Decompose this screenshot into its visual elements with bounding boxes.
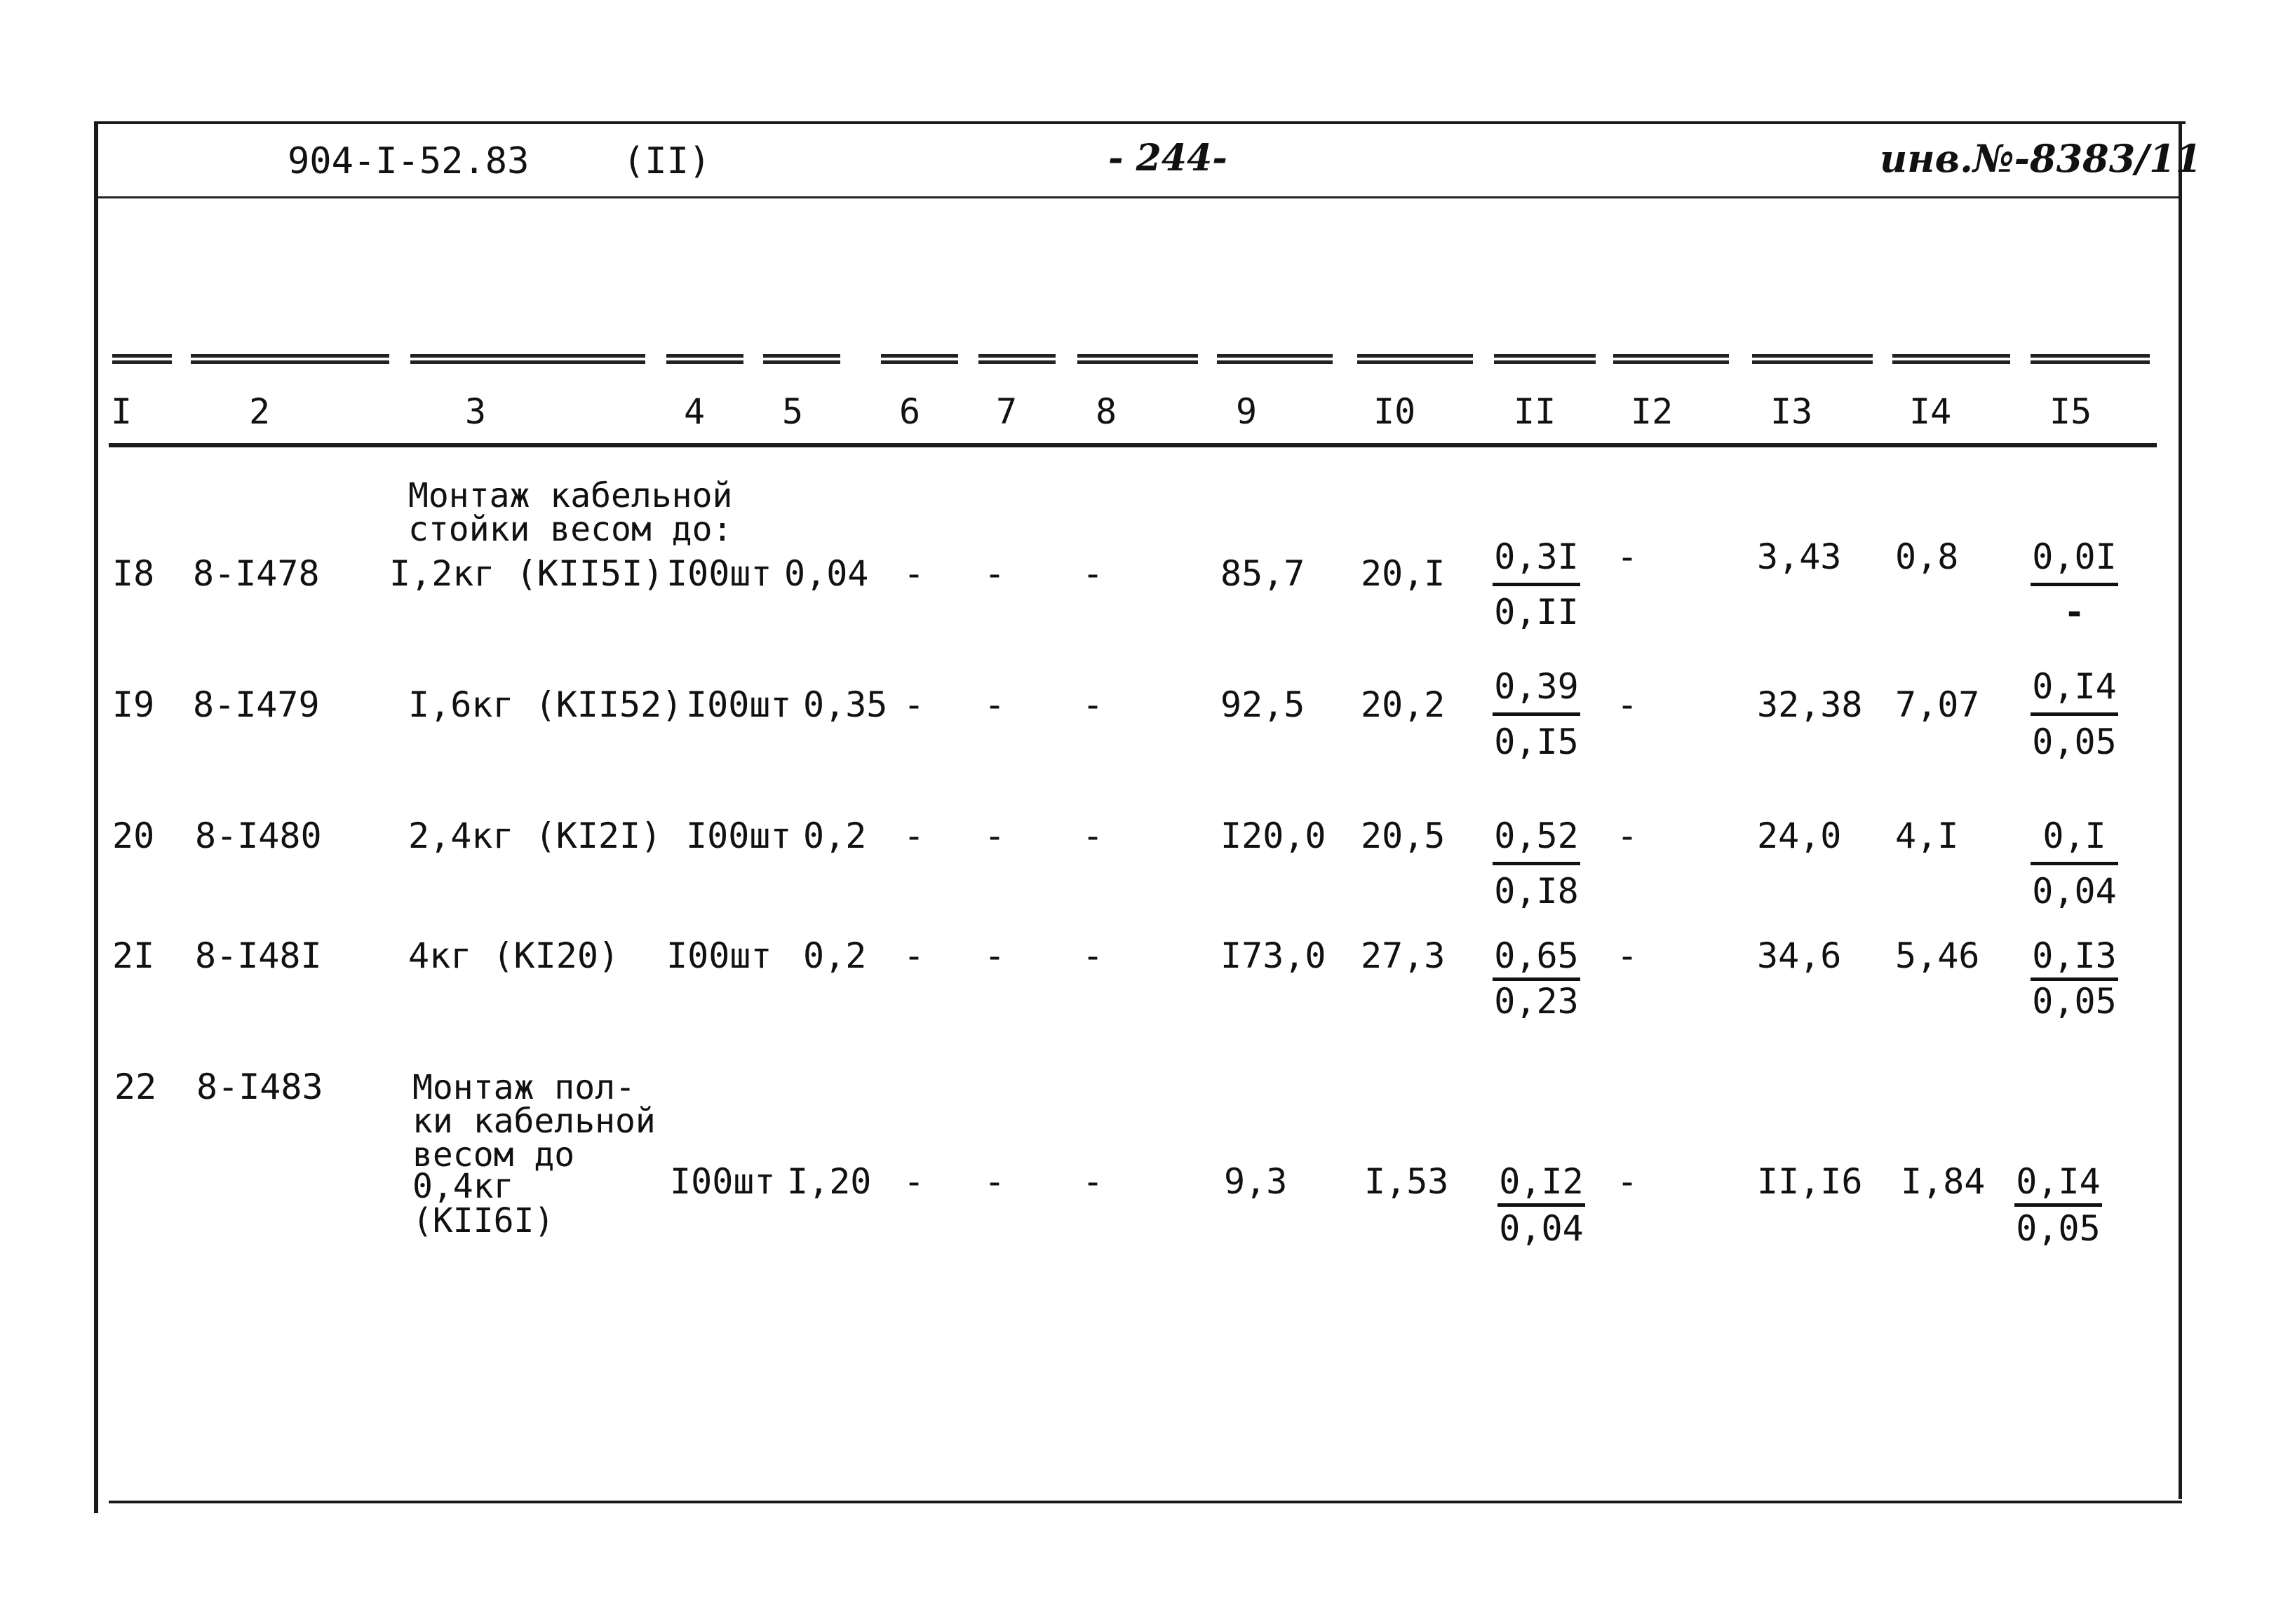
rule-seg xyxy=(191,354,389,364)
group-title-line-2: стойки весом до: xyxy=(408,510,733,549)
row-description: I,2кг (КII5I) xyxy=(389,553,664,594)
row-col10: 20,2 xyxy=(1361,684,1446,725)
page-number: - 244- xyxy=(1108,137,1227,180)
row-col7: - xyxy=(984,684,1006,725)
fraction-numerator: 0,52 xyxy=(1493,817,1580,865)
row-code: 8-I479 xyxy=(193,684,320,725)
col-header-13: I3 xyxy=(1770,391,1813,432)
fraction-numerator: 0,I xyxy=(2031,817,2118,865)
col-header-14: I4 xyxy=(1909,391,1952,432)
fraction-denominator: 0,04 xyxy=(1499,1208,1584,1249)
col-header-12: I2 xyxy=(1631,391,1674,432)
rule-seg xyxy=(1494,354,1596,364)
fraction-denominator: 0,23 xyxy=(1494,981,1579,1022)
document-part: (II) xyxy=(623,140,711,182)
col-header-6: 6 xyxy=(899,391,921,432)
row-col8: - xyxy=(1082,1161,1104,1202)
frame-left-border xyxy=(94,121,98,1513)
row-col14: I,84 xyxy=(1901,1161,1986,1202)
row-col11-fraction xyxy=(1497,1163,1585,1247)
col-header-10: I0 xyxy=(1373,391,1416,432)
row-description-line: Монтаж пол- xyxy=(412,1068,635,1107)
row-col15-fraction xyxy=(2031,538,2118,631)
fraction-denominator: 0,I5 xyxy=(1494,722,1579,762)
row-number: 20 xyxy=(112,816,155,856)
row-col9: I20,0 xyxy=(1220,816,1326,856)
row-col12: - xyxy=(1617,935,1638,976)
row-col13: 24,0 xyxy=(1757,816,1842,856)
rule-seg xyxy=(666,354,743,364)
row-number: I8 xyxy=(112,553,155,594)
row-code: 8-I48I xyxy=(195,935,322,976)
row-col11-fraction xyxy=(1493,538,1580,631)
row-col12: - xyxy=(1617,1161,1638,1202)
fraction-denominator: 0,04 xyxy=(2032,871,2117,912)
row-col12: - xyxy=(1617,684,1638,725)
rule-seg xyxy=(1357,354,1473,364)
row-col14: 5,46 xyxy=(1895,935,1980,976)
row-description: I,6кг (КII52) xyxy=(408,684,683,725)
col-header-2: 2 xyxy=(249,391,271,432)
fraction-denominator: 0,II xyxy=(1494,592,1579,632)
rule-seg xyxy=(1892,354,2010,364)
header-divider xyxy=(98,196,2179,198)
row-description-line: ки кабельной xyxy=(412,1102,656,1141)
row-description-line: весом до xyxy=(412,1135,575,1175)
col-header-4: 4 xyxy=(684,391,706,432)
row-description-line: (КII6I) xyxy=(412,1201,555,1240)
rule-seg xyxy=(978,354,1056,364)
rule-seg xyxy=(2031,354,2150,364)
row-col15-fraction xyxy=(2031,937,2118,1020)
rule-seg xyxy=(881,354,958,364)
fraction-denominator: 0,05 xyxy=(2016,1208,2101,1249)
row-col6: - xyxy=(903,1161,925,1202)
col-header-9: 9 xyxy=(1236,391,1258,432)
row-col6: - xyxy=(903,684,925,725)
row-col13: II,I6 xyxy=(1757,1161,1863,1202)
col-header-3: 3 xyxy=(465,391,487,432)
row-col8: - xyxy=(1082,684,1104,725)
row-unit: I00шт xyxy=(686,816,792,856)
row-description: 2,4кг (КI2I) xyxy=(408,816,662,856)
col-header-15: I5 xyxy=(2049,391,2092,432)
row-col6: - xyxy=(903,935,925,976)
row-col14: 7,07 xyxy=(1895,684,1980,725)
row-col5: 0,2 xyxy=(803,816,867,856)
row-col9: I73,0 xyxy=(1220,935,1326,976)
row-col10: I,53 xyxy=(1364,1161,1449,1202)
row-col6: - xyxy=(903,816,925,856)
fraction-numerator: 0,65 xyxy=(1493,937,1580,981)
row-col11-fraction xyxy=(1493,668,1580,761)
row-col9: 92,5 xyxy=(1220,684,1305,725)
column-header-rule xyxy=(109,443,2157,447)
col-header-1: I xyxy=(111,391,133,432)
row-number: I9 xyxy=(112,684,155,725)
row-code: 8-I483 xyxy=(196,1067,323,1107)
fraction-denominator: - xyxy=(2063,592,2085,632)
fraction-numerator: 0,39 xyxy=(1493,668,1580,716)
row-unit: I00шт xyxy=(686,684,792,725)
row-col15-fraction xyxy=(2031,817,2118,910)
row-col5: 0,04 xyxy=(784,553,869,594)
inventory-number: инв.№-8383/11 xyxy=(1880,136,2202,181)
fraction-numerator: 0,I2 xyxy=(1497,1163,1585,1207)
row-col5: 0,2 xyxy=(803,935,867,976)
fraction-numerator: 0,I3 xyxy=(2031,937,2118,981)
row-col15-fraction xyxy=(2014,1163,2102,1247)
frame-top-border xyxy=(94,121,2186,124)
row-code: 8-I478 xyxy=(193,553,320,594)
fraction-numerator: 0,I4 xyxy=(2031,668,2118,716)
rule-seg xyxy=(763,354,840,364)
rule-seg xyxy=(1752,354,1873,364)
row-col5: I,20 xyxy=(787,1161,872,1202)
rule-seg xyxy=(1077,354,1198,364)
col-header-5: 5 xyxy=(782,391,804,432)
row-col9: 85,7 xyxy=(1220,553,1305,594)
document-code: 904-I-52.83 xyxy=(288,140,530,182)
row-col14: 0,8 xyxy=(1895,536,1959,577)
frame-right-border xyxy=(2179,121,2182,1499)
row-col7: - xyxy=(984,1161,1006,1202)
row-col12: - xyxy=(1617,816,1638,856)
row-col13: 32,38 xyxy=(1757,684,1863,725)
row-col10: 20,5 xyxy=(1361,816,1446,856)
row-unit: I00шт xyxy=(666,553,772,594)
fraction-numerator: 0,0I xyxy=(2031,538,2118,586)
row-description-line: 0,4кг xyxy=(412,1167,514,1206)
row-col12: - xyxy=(1617,536,1638,577)
row-col7: - xyxy=(984,935,1006,976)
row-col7: - xyxy=(984,553,1006,594)
row-col8: - xyxy=(1082,553,1104,594)
rule-seg xyxy=(1613,354,1729,364)
row-description: 4кг (КI20) xyxy=(408,935,620,976)
row-col13: 34,6 xyxy=(1757,935,1842,976)
fraction-denominator: 0,05 xyxy=(2032,722,2117,762)
row-number: 2I xyxy=(112,935,155,976)
row-col13: 3,43 xyxy=(1757,536,1842,577)
fraction-numerator: 0,I4 xyxy=(2014,1163,2102,1207)
row-col5: 0,35 xyxy=(803,684,888,725)
row-col9: 9,3 xyxy=(1224,1161,1288,1202)
row-unit: I00шт xyxy=(666,935,772,976)
row-col10: 27,3 xyxy=(1361,935,1446,976)
row-col8: - xyxy=(1082,935,1104,976)
rule-seg xyxy=(112,354,172,364)
row-col11-fraction xyxy=(1493,937,1580,1020)
row-number: 22 xyxy=(114,1067,157,1107)
col-header-7: 7 xyxy=(996,391,1018,432)
rule-seg xyxy=(410,354,645,364)
row-col8: - xyxy=(1082,816,1104,856)
col-header-8: 8 xyxy=(1096,391,1117,432)
row-col7: - xyxy=(984,816,1006,856)
rule-seg xyxy=(1217,354,1333,364)
row-col6: - xyxy=(903,553,925,594)
fraction-denominator: 0,05 xyxy=(2032,981,2117,1022)
fraction-denominator: 0,I8 xyxy=(1494,871,1579,912)
group-title-line-1: Монтаж кабельной xyxy=(408,476,733,515)
row-unit: I00шт xyxy=(670,1161,776,1202)
row-col10: 20,I xyxy=(1361,553,1446,594)
frame-bottom-border xyxy=(109,1501,2182,1503)
fraction-numerator: 0,3I xyxy=(1493,538,1580,586)
row-col11-fraction xyxy=(1493,817,1580,910)
col-header-11: II xyxy=(1514,391,1556,432)
row-col15-fraction xyxy=(2031,668,2118,761)
row-code: 8-I480 xyxy=(195,816,322,856)
row-col14: 4,I xyxy=(1895,816,1959,856)
